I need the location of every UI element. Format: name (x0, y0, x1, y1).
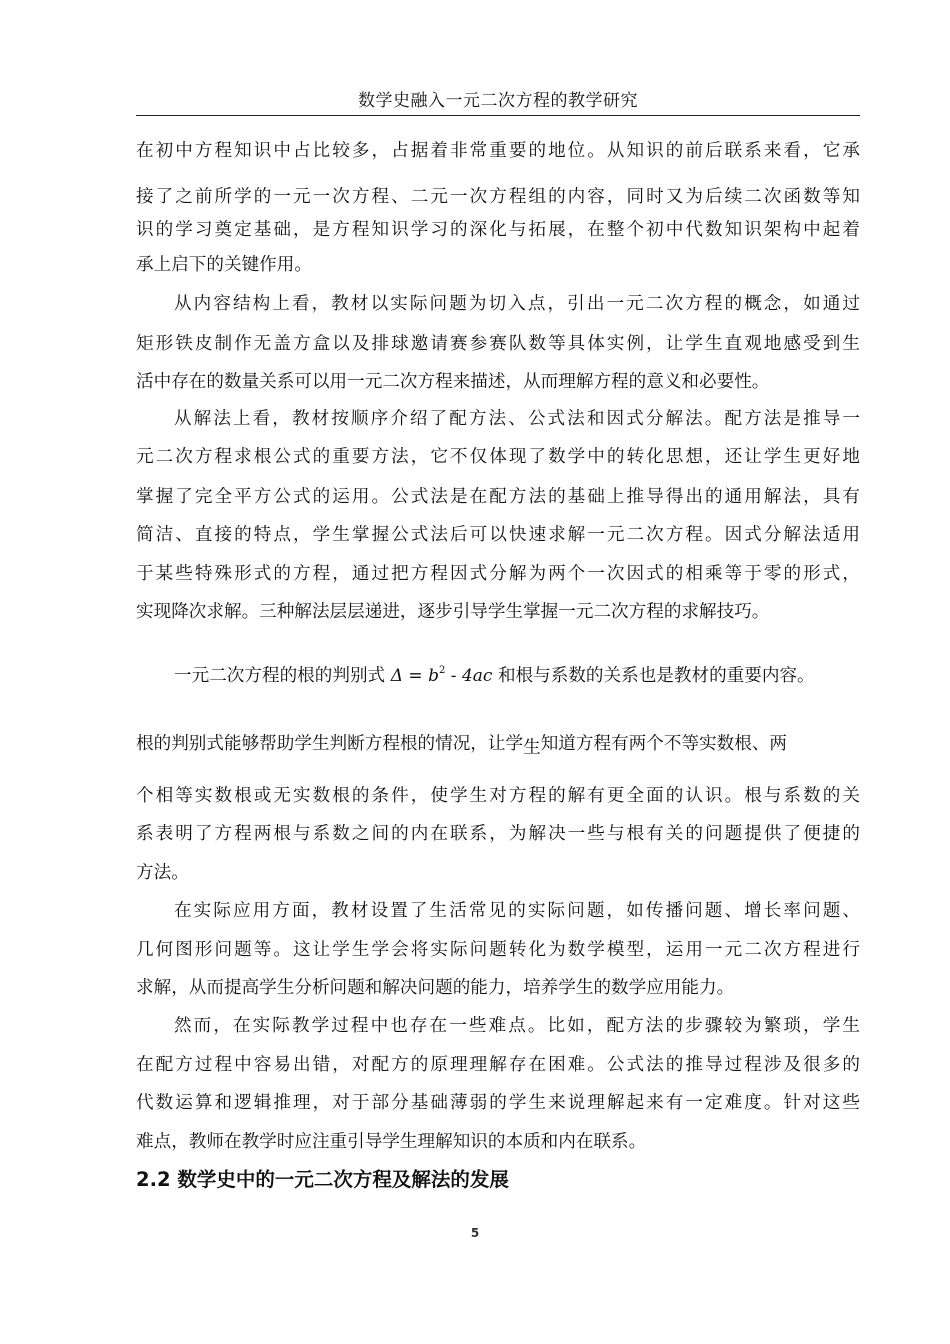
text-line: 活中存在的数量关系可以用一元二次方程来描述，从而理解方程的意义和必要性。 (136, 372, 770, 392)
text-segment: 和根与系数的关系也是教材的重要内容。 (497, 666, 815, 686)
text-line: 然而，在实际教学过程中也存在一些难点。比如，配方法的步骤较为繁琐，学生 (174, 1016, 860, 1036)
text-line: 系表明了方程两根与系数之间的内在联系，为解决一些与根有关的问题提供了便捷的 (136, 824, 860, 844)
text-line: 接了之前所学的一元一次方程、二元一次方程组的内容，同时又为后续二次函数等知 (136, 187, 860, 207)
formula-part: - 4ac (445, 666, 493, 686)
discriminant-formula (391, 666, 493, 686)
text-line: 矩形铁皮制作无盖方盒以及排球邀请赛参赛队数等具体实例，让学生直观地感受到生 (136, 334, 860, 354)
text-line: 在配方过程中容易出错，对配方的原理理解存在困难。公式法的推导过程涉及很多的 (136, 1055, 860, 1075)
formula-line (174, 658, 860, 689)
text-line: 在实际应用方面，教材设置了生活常见的实际问题，如传播问题、增长率问题、 (174, 901, 860, 921)
text-line: 识的学习奠定基础，是方程知识学习的深化与拓展，在整个初中代数知识架构中起着 (136, 220, 860, 240)
text-line: 几何图形问题等。这让学生学会将实际问题转化为数学模型，运用一元二次方程进行 (136, 940, 860, 960)
text-segment: 根的判别式能够帮助学生判断方程根的情况，让学 (136, 734, 524, 754)
text-line: 简洁、直接的特点，学生掌握公式法后可以快速求解一元二次方程。因式分解法适用 (136, 525, 860, 545)
text-line: 个相等实数根或无实数根的条件，使学生对方程的解有更全面的认识。根与系数的关 (136, 786, 860, 806)
text-line: 承上启下的关键作用。 (136, 255, 312, 275)
text-line: 求解，从而提高学生分析问题和解决问题的能力，培养学生的数学应用能力。 (136, 978, 735, 998)
formula-part: Δ = b (390, 666, 439, 686)
text-line: 从解法上看，教材按顺序介绍了配方法、公式法和因式分解法。配方法是推导一 (174, 409, 860, 429)
text-line: 从内容结构上看，教材以实际问题为切入点，引出一元二次方程的概念，如通过 (174, 294, 860, 314)
text-line: 掌握了完全平方公式的运用。公式法是在配方法的基础上推导得出的通用解法，具有 (136, 487, 860, 507)
formula-exponent: 2 (438, 665, 446, 676)
text-line (136, 731, 860, 757)
page-number: 5 (470, 1226, 480, 1240)
text-line: 于某些特殊形式的方程，通过把方程因式分解为两个一次因式的相乘等于零的形式， (136, 564, 860, 584)
text-segment: 生 (523, 738, 541, 757)
running-header: 数学史融入一元二次方程的教学研究 (358, 91, 638, 111)
text-line: 代数运算和逻辑推理，对于部分基础薄弱的学生来说理解起来有一定难度。针对这些 (136, 1093, 860, 1113)
text-line: 难点，教师在教学时应注重引导学生理解知识的本质和内在联系。 (136, 1132, 647, 1152)
text-line: 实现降次求解。三种解法层层递进，逐步引导学生掌握一元二次方程的求解技巧。 (136, 602, 770, 622)
header-rule (136, 115, 860, 116)
text-line: 元二次方程求根公式的重要方法，它不仅体现了数学中的转化思想，还让学生更好地 (136, 447, 860, 467)
text-segment: 一元二次方程的根的判别式 (174, 666, 386, 686)
text-line: 在初中方程知识中占比较多，占据着非常重要的地位。从知识的前后联系来看，它承 (136, 141, 860, 161)
text-line: 方法。 (136, 863, 189, 883)
section-heading: 2.2 数学史中的一元二次方程及解法的发展 (136, 1168, 509, 1191)
text-segment: 知道方程有两个不等实数根、两 (540, 734, 788, 754)
